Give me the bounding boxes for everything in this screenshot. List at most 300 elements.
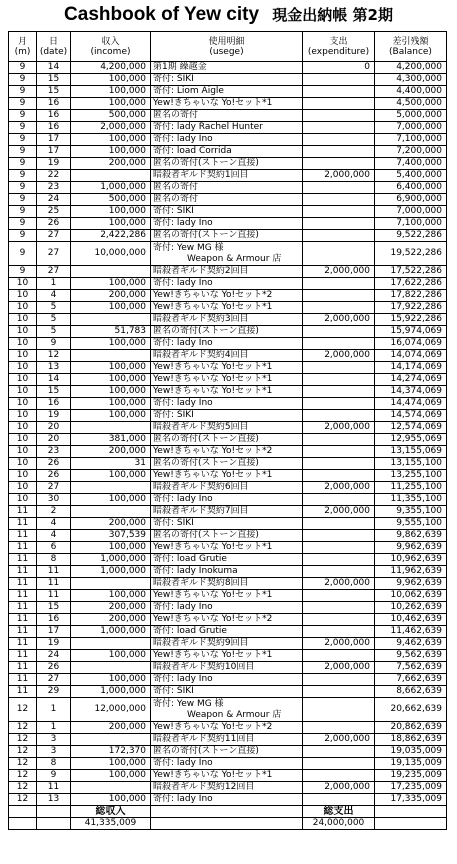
table-row xyxy=(9,746,447,758)
cell-month: 9 xyxy=(9,146,37,158)
cell-month: 10 xyxy=(9,386,37,398)
cell-balance: 20,662,639 xyxy=(375,698,447,722)
totals-blank xyxy=(151,806,303,818)
cell-month: 10 xyxy=(9,434,37,446)
cell-expenditure xyxy=(303,182,375,194)
cell-expenditure xyxy=(303,146,375,158)
cell-balance: 14,474,069 xyxy=(375,398,447,410)
cell-date: 27 xyxy=(37,482,71,494)
cell-date: 17 xyxy=(37,626,71,638)
cell-balance: 19,135,009 xyxy=(375,758,447,770)
cell-usage: Yew!きちゃいな Yo!セット*1 xyxy=(151,98,303,110)
cell-date: 4 xyxy=(37,518,71,530)
total-income-label: 総収入 xyxy=(71,806,151,818)
cell-income: 100,000 xyxy=(71,86,151,98)
table-row xyxy=(9,386,447,398)
cell-usage: 匿名の寄付(ストーン直接) xyxy=(151,230,303,242)
cell-month: 11 xyxy=(9,518,37,530)
cell-expenditure xyxy=(303,290,375,302)
cell-balance: 17,922,286 xyxy=(375,302,447,314)
cell-usage: Yew!きちゃいな Yo!セット*2 xyxy=(151,614,303,626)
cell-date: 8 xyxy=(37,554,71,566)
cell-expenditure xyxy=(303,674,375,686)
cell-usage: 寄付: load Corrida xyxy=(151,146,303,158)
cell-balance: 7,000,000 xyxy=(375,122,447,134)
cell-balance: 19,522,286 xyxy=(375,242,447,266)
cell-date: 19 xyxy=(37,410,71,422)
cell-balance: 19,035,009 xyxy=(375,746,447,758)
cell-date: 8 xyxy=(37,758,71,770)
cell-income: 100,000 xyxy=(71,146,151,158)
cell-balance: 19,235,009 xyxy=(375,770,447,782)
cell-month: 9 xyxy=(9,230,37,242)
cell-usage: Yew!きちゃいな Yo!セット*1 xyxy=(151,770,303,782)
cell-income: 100,000 xyxy=(71,650,151,662)
cell-usage: 匿名の寄付(ストーン直接) xyxy=(151,434,303,446)
cell-balance: 9,355,100 xyxy=(375,506,447,518)
table-row xyxy=(9,74,447,86)
cell-income xyxy=(71,782,151,794)
table-row xyxy=(9,218,447,230)
cell-usage: 寄付: SIKI xyxy=(151,74,303,86)
cell-month: 11 xyxy=(9,590,37,602)
cell-usage: Yew!きちゃいな Yo!セット*2 xyxy=(151,290,303,302)
cell-balance: 9,862,639 xyxy=(375,530,447,542)
cell-balance: 17,335,009 xyxy=(375,794,447,806)
cell-date: 5 xyxy=(37,314,71,326)
cell-expenditure xyxy=(303,530,375,542)
cell-date: 1 xyxy=(37,278,71,290)
table-row xyxy=(9,494,447,506)
cell-income xyxy=(71,662,151,674)
cell-month: 12 xyxy=(9,734,37,746)
cell-date: 11 xyxy=(37,782,71,794)
cell-income: 1,000,000 xyxy=(71,686,151,698)
table-row xyxy=(9,266,447,278)
cell-income: 100,000 xyxy=(71,374,151,386)
cell-month: 10 xyxy=(9,422,37,434)
cell-income: 100,000 xyxy=(71,278,151,290)
cell-date: 11 xyxy=(37,578,71,590)
table-row xyxy=(9,590,447,602)
cell-income: 200,000 xyxy=(71,614,151,626)
cell-income: 100,000 xyxy=(71,98,151,110)
cell-expenditure xyxy=(303,158,375,170)
cell-income: 200,000 xyxy=(71,290,151,302)
cell-usage: Yew!きちゃいな Yo!セット*1 xyxy=(151,362,303,374)
cell-month: 11 xyxy=(9,602,37,614)
cell-income: 200,000 xyxy=(71,158,151,170)
table-row xyxy=(9,98,447,110)
cell-month: 9 xyxy=(9,218,37,230)
cell-income: 200,000 xyxy=(71,518,151,530)
cell-balance: 6,900,000 xyxy=(375,194,447,206)
cell-balance: 15,974,069 xyxy=(375,326,447,338)
table-row xyxy=(9,602,447,614)
cell-expenditure: 0 xyxy=(303,62,375,74)
cell-month: 11 xyxy=(9,506,37,518)
cell-month: 12 xyxy=(9,722,37,734)
cell-date: 20 xyxy=(37,434,71,446)
cell-date: 12 xyxy=(37,350,71,362)
cell-income: 500,000 xyxy=(71,194,151,206)
cell-income: 12,000,000 xyxy=(71,698,151,722)
totals-blank xyxy=(9,806,37,818)
cell-month: 9 xyxy=(9,194,37,206)
cell-expenditure xyxy=(303,194,375,206)
cell-expenditure xyxy=(303,542,375,554)
cell-usage: 第1期 繰越金 xyxy=(151,62,303,74)
cell-usage: 寄付: lady Ino xyxy=(151,218,303,230)
cell-usage: 匿名の寄付(ストーン直接) xyxy=(151,326,303,338)
cell-usage: 寄付: Yew MG 様 Weapon & Armour 店 xyxy=(151,698,303,722)
cell-income: 2,000,000 xyxy=(71,122,151,134)
cell-date: 14 xyxy=(37,62,71,74)
cell-date: 2 xyxy=(37,506,71,518)
cell-date: 11 xyxy=(37,566,71,578)
cell-balance: 8,662,639 xyxy=(375,686,447,698)
cell-usage: 寄付: lady Ino xyxy=(151,494,303,506)
cell-usage: 寄付: Yew MG 様 Weapon & Armour 店 xyxy=(151,242,303,266)
table-row xyxy=(9,206,447,218)
cell-income: 500,000 xyxy=(71,110,151,122)
cell-usage: 暗殺者ギルド契約6回目 xyxy=(151,482,303,494)
cell-balance: 4,200,000 xyxy=(375,62,447,74)
cell-balance: 9,962,639 xyxy=(375,542,447,554)
cell-balance: 12,574,069 xyxy=(375,422,447,434)
cell-balance: 17,622,286 xyxy=(375,278,447,290)
cell-expenditure xyxy=(303,374,375,386)
cell-expenditure xyxy=(303,698,375,722)
page-title xyxy=(0,2,457,28)
table-row xyxy=(9,230,447,242)
table-row xyxy=(9,578,447,590)
header-expenditure: 支出 (expenditure) xyxy=(303,32,375,62)
table-row xyxy=(9,338,447,350)
cell-date: 9 xyxy=(37,338,71,350)
table-row xyxy=(9,434,447,446)
table-row xyxy=(9,686,447,698)
cell-usage: 寄付: lady Ino xyxy=(151,338,303,350)
cell-expenditure xyxy=(303,722,375,734)
cell-date: 15 xyxy=(37,602,71,614)
cell-balance: 4,500,000 xyxy=(375,98,447,110)
cell-income: 100,000 xyxy=(71,494,151,506)
cell-usage: 寄付: SIKI xyxy=(151,206,303,218)
cell-month: 9 xyxy=(9,158,37,170)
cell-balance: 9,555,100 xyxy=(375,518,447,530)
table-row xyxy=(9,314,447,326)
cell-income: 100,000 xyxy=(71,134,151,146)
table-row xyxy=(9,410,447,422)
table-row xyxy=(9,398,447,410)
cell-month: 11 xyxy=(9,686,37,698)
cell-date: 5 xyxy=(37,302,71,314)
cell-income xyxy=(71,314,151,326)
cell-month: 10 xyxy=(9,278,37,290)
cell-income: 100,000 xyxy=(71,770,151,782)
totals-value-row xyxy=(9,818,447,830)
cell-usage: 暗殺者ギルド契約4回目 xyxy=(151,350,303,362)
cell-balance: 5,000,000 xyxy=(375,110,447,122)
cell-income: 1,000,000 xyxy=(71,626,151,638)
cell-date: 26 xyxy=(37,458,71,470)
cell-usage: 寄付: Liom Aigle xyxy=(151,86,303,98)
cell-balance: 10,962,639 xyxy=(375,554,447,566)
cell-income: 1,000,000 xyxy=(71,566,151,578)
cell-usage: 暗殺者ギルド契約9回目 xyxy=(151,638,303,650)
cell-month: 9 xyxy=(9,182,37,194)
table-row xyxy=(9,446,447,458)
cell-expenditure xyxy=(303,686,375,698)
cell-date: 16 xyxy=(37,398,71,410)
table-row xyxy=(9,134,447,146)
cell-balance: 10,062,639 xyxy=(375,590,447,602)
cell-usage: 寄付: lady Inokuma xyxy=(151,566,303,578)
cell-expenditure xyxy=(303,122,375,134)
table-row xyxy=(9,626,447,638)
table-row xyxy=(9,362,447,374)
cell-expenditure xyxy=(303,278,375,290)
cell-date: 19 xyxy=(37,158,71,170)
cell-month: 12 xyxy=(9,794,37,806)
cell-month: 11 xyxy=(9,614,37,626)
cell-usage: 暗殺者ギルド契約5回目 xyxy=(151,422,303,434)
cell-date: 17 xyxy=(37,134,71,146)
header-balance: 差引残額 (Balance) xyxy=(375,32,447,62)
cell-usage: 暗殺者ギルド契約12回目 xyxy=(151,782,303,794)
cell-expenditure xyxy=(303,794,375,806)
table-row xyxy=(9,290,447,302)
cell-balance: 10,462,639 xyxy=(375,614,447,626)
cell-date: 1 xyxy=(37,698,71,722)
cell-usage: Yew!きちゃいな Yo!セット*2 xyxy=(151,722,303,734)
cell-month: 12 xyxy=(9,770,37,782)
cell-month: 10 xyxy=(9,470,37,482)
cell-date: 27 xyxy=(37,674,71,686)
cell-date: 23 xyxy=(37,182,71,194)
header-row xyxy=(9,32,447,62)
cell-month: 9 xyxy=(9,206,37,218)
cell-usage: 暗殺者ギルド契約2回目 xyxy=(151,266,303,278)
cell-income: 10,000,000 xyxy=(71,242,151,266)
cell-usage: 暗殺者ギルド契約10回目 xyxy=(151,662,303,674)
cell-month: 9 xyxy=(9,266,37,278)
table-row xyxy=(9,518,447,530)
cell-balance: 13,255,100 xyxy=(375,470,447,482)
cell-income xyxy=(71,482,151,494)
cell-balance: 14,374,069 xyxy=(375,386,447,398)
cell-date: 30 xyxy=(37,494,71,506)
cell-balance: 9,562,639 xyxy=(375,650,447,662)
table-row xyxy=(9,794,447,806)
table-row xyxy=(9,278,447,290)
totals-blank xyxy=(375,818,447,830)
cell-balance: 13,155,069 xyxy=(375,446,447,458)
cell-date: 4 xyxy=(37,530,71,542)
cell-month: 11 xyxy=(9,626,37,638)
cell-expenditure xyxy=(303,494,375,506)
totals-blank xyxy=(9,818,37,830)
cell-month: 11 xyxy=(9,530,37,542)
total-expenditure-value: 24,000,000 xyxy=(303,818,375,830)
table-row xyxy=(9,506,447,518)
cell-expenditure: 2,000,000 xyxy=(303,662,375,674)
cell-income: 1,000,000 xyxy=(71,554,151,566)
cell-expenditure xyxy=(303,206,375,218)
cell-usage: 寄付: load Grutie xyxy=(151,554,303,566)
cell-date: 16 xyxy=(37,98,71,110)
cell-usage: 寄付: lady Ino xyxy=(151,398,303,410)
cell-expenditure xyxy=(303,566,375,578)
cell-income: 100,000 xyxy=(71,542,151,554)
cell-date: 27 xyxy=(37,266,71,278)
cell-month: 11 xyxy=(9,554,37,566)
cell-income: 100,000 xyxy=(71,398,151,410)
cell-date: 4 xyxy=(37,290,71,302)
cell-expenditure: 2,000,000 xyxy=(303,506,375,518)
cell-usage: Yew!きちゃいな Yo!セット*1 xyxy=(151,590,303,602)
cell-income xyxy=(71,266,151,278)
cell-usage: Yew!きちゃいな Yo!セット*2 xyxy=(151,446,303,458)
cell-usage: 寄付: SIKI xyxy=(151,686,303,698)
cell-month: 10 xyxy=(9,302,37,314)
cell-expenditure xyxy=(303,86,375,98)
table-row xyxy=(9,158,447,170)
table-row xyxy=(9,350,447,362)
cell-balance: 6,400,000 xyxy=(375,182,447,194)
cell-income: 172,370 xyxy=(71,746,151,758)
cell-expenditure xyxy=(303,398,375,410)
table-row xyxy=(9,110,447,122)
cell-month: 10 xyxy=(9,410,37,422)
cell-income xyxy=(71,578,151,590)
cell-income: 100,000 xyxy=(71,74,151,86)
cell-date: 11 xyxy=(37,590,71,602)
cell-income xyxy=(71,170,151,182)
cell-balance: 4,400,000 xyxy=(375,86,447,98)
cell-expenditure: 2,000,000 xyxy=(303,314,375,326)
cell-month: 11 xyxy=(9,662,37,674)
cell-income xyxy=(71,350,151,362)
cell-balance: 11,462,639 xyxy=(375,626,447,638)
cell-usage: 暗殺者ギルド契約8回目 xyxy=(151,578,303,590)
cell-balance: 18,862,639 xyxy=(375,734,447,746)
table-row xyxy=(9,782,447,794)
cell-date: 26 xyxy=(37,218,71,230)
cell-expenditure: 2,000,000 xyxy=(303,782,375,794)
cell-expenditure: 2,000,000 xyxy=(303,578,375,590)
table-row xyxy=(9,326,447,338)
cell-income: 100,000 xyxy=(71,338,151,350)
cell-expenditure xyxy=(303,758,375,770)
cell-month: 11 xyxy=(9,542,37,554)
title-english: Cashbook of Yew city xyxy=(64,4,260,25)
cell-usage: 寄付: lady Rachel Hunter xyxy=(151,122,303,134)
cell-expenditure xyxy=(303,650,375,662)
cell-income xyxy=(71,734,151,746)
cell-income: 1,000,000 xyxy=(71,182,151,194)
cell-month: 10 xyxy=(9,458,37,470)
cell-month: 10 xyxy=(9,446,37,458)
cell-usage: 暗殺者ギルド契約11回目 xyxy=(151,734,303,746)
cell-expenditure xyxy=(303,554,375,566)
cell-expenditure xyxy=(303,362,375,374)
cell-income: 200,000 xyxy=(71,722,151,734)
table-row xyxy=(9,470,447,482)
cell-usage: 暗殺者ギルド契約3回目 xyxy=(151,314,303,326)
totals-blank xyxy=(375,806,447,818)
cell-expenditure xyxy=(303,218,375,230)
cell-usage: 匿名の寄付(ストーン直接) xyxy=(151,158,303,170)
cell-usage: 暗殺者ギルド契約7回目 xyxy=(151,506,303,518)
ledger-rows xyxy=(9,62,447,806)
cell-date: 14 xyxy=(37,374,71,386)
cell-expenditure: 2,000,000 xyxy=(303,350,375,362)
cell-expenditure xyxy=(303,434,375,446)
cell-date: 27 xyxy=(37,242,71,266)
table-row xyxy=(9,62,447,74)
cell-date: 3 xyxy=(37,746,71,758)
cell-expenditure: 2,000,000 xyxy=(303,638,375,650)
cell-income: 200,000 xyxy=(71,446,151,458)
cell-month: 9 xyxy=(9,122,37,134)
cell-usage: Yew!きちゃいな Yo!セット*1 xyxy=(151,374,303,386)
table-row xyxy=(9,530,447,542)
table-row xyxy=(9,86,447,98)
table-row xyxy=(9,674,447,686)
total-income-value: 41,335,009 xyxy=(71,818,151,830)
cell-month: 10 xyxy=(9,362,37,374)
cell-balance: 7,562,639 xyxy=(375,662,447,674)
cell-date: 20 xyxy=(37,422,71,434)
cell-balance: 17,522,286 xyxy=(375,266,447,278)
table-row xyxy=(9,458,447,470)
cell-expenditure: 2,000,000 xyxy=(303,170,375,182)
table-row xyxy=(9,662,447,674)
cell-balance: 7,662,639 xyxy=(375,674,447,686)
table-row xyxy=(9,170,447,182)
cell-income xyxy=(71,506,151,518)
cell-income: 200,000 xyxy=(71,602,151,614)
cell-date: 15 xyxy=(37,74,71,86)
table-row xyxy=(9,734,447,746)
header-date: 日 (date) xyxy=(37,32,71,62)
cell-month: 11 xyxy=(9,578,37,590)
cell-income: 100,000 xyxy=(71,590,151,602)
cell-expenditure xyxy=(303,242,375,266)
cell-income: 100,000 xyxy=(71,206,151,218)
cell-month: 10 xyxy=(9,326,37,338)
cell-income: 31 xyxy=(71,458,151,470)
header-usage: 使用明細 (usege) xyxy=(151,32,303,62)
cell-usage: 寄付: load Grutie xyxy=(151,626,303,638)
cell-balance: 7,000,000 xyxy=(375,206,447,218)
cell-usage: 匿名の寄付 xyxy=(151,194,303,206)
cell-month: 9 xyxy=(9,134,37,146)
cell-income: 307,539 xyxy=(71,530,151,542)
cell-month: 9 xyxy=(9,86,37,98)
cell-expenditure xyxy=(303,446,375,458)
cell-usage: 寄付: lady Ino xyxy=(151,674,303,686)
cell-balance: 17,235,009 xyxy=(375,782,447,794)
cell-balance: 16,074,069 xyxy=(375,338,447,350)
table-row xyxy=(9,722,447,734)
cell-expenditure: 2,000,000 xyxy=(303,266,375,278)
cell-month: 9 xyxy=(9,62,37,74)
cell-month: 9 xyxy=(9,110,37,122)
header-month: 月 (m) xyxy=(9,32,37,62)
